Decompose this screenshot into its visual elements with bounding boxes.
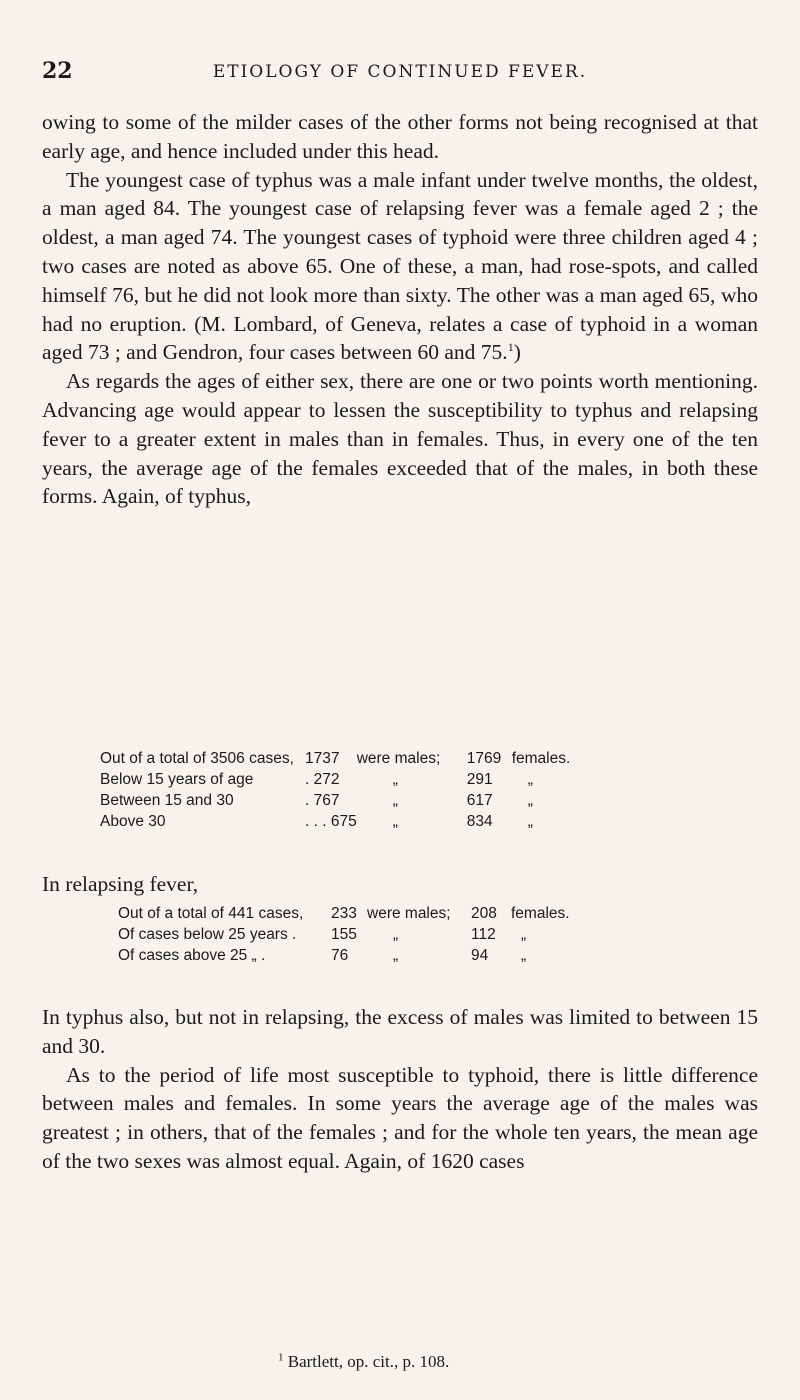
paragraph: As regards the ages of either sex, there are one or two points worth mentioning. Advancing age would appear to lessen the susceptibility to typhus and relapsing fever to a greater extent in males than in females. Thus, in every one of the ten years, the average age of the females exceeded that of the males, in both these forms. Again, of typhus, (42, 369, 758, 509)
table-cell: females. (511, 904, 570, 922)
table-cell: „ (521, 946, 527, 964)
table-cell: „ (392, 791, 398, 809)
body-text-bottom (42, 1003, 758, 1176)
table-cell: 233 (331, 904, 357, 922)
relapsing-age-table (118, 903, 570, 966)
table-row (100, 748, 570, 769)
table-row (100, 811, 570, 832)
paragraph: As to the period of life most susceptible to typhoid, there is little difference between males and females. In some years the average age of the males was greatest ; in others, that of the females ; and for the whole ten years, the mean age of the two sexes was almost equal. Again, of 1620 cases (42, 1062, 758, 1173)
table-cell: Of cases above 25 „ . (118, 946, 266, 964)
table-cell: 112 (471, 925, 496, 943)
table-cell: „ (392, 770, 398, 788)
table-cell: . . . 675 (305, 812, 357, 830)
table-cell: 617 (466, 791, 493, 809)
body-text-top (42, 108, 758, 511)
paragraph-text: The youngest case of typhus was a male infant under twelve months, the oldest, a man aged 84. The youngest case of relapsing fever was a female aged 2 ; the oldest, a man aged 74. The youngest cases of typhoid were three children aged 4 ; two cases are noted as above 65. One of these, a man, had rose-spots, and called himself 76, but he did not look more than sixty. The other was a man aged 65, who had no eruption. (M. Lombard, of Geneva, relates a case of typhoid in a woman aged 73 ; and Gendron, four cases between 60 and 75. (42, 167, 758, 365)
typhus-age-table (100, 748, 570, 832)
table-row (118, 945, 570, 966)
table-cell: Of cases below 25 years . (118, 925, 297, 943)
table-cell: 834 (466, 812, 493, 830)
table-cell: Out of a total of 441 cases, (118, 904, 304, 922)
table-cell: 76 (331, 946, 349, 964)
table-cell: were males; (356, 749, 441, 767)
table-cell: were males; (367, 904, 451, 922)
paragraph-close-paren: ) (513, 340, 521, 365)
table-cell: 208 (471, 904, 497, 922)
table-cell: Out of a total of 3506 cases, (100, 749, 294, 767)
table-cell: 1769 (466, 749, 502, 767)
paragraph: In typhus also, but not in relapsing, the excess of males was limited to between 15 and 30. (42, 1005, 758, 1058)
table-cell: Between 15 and 30 (100, 791, 234, 809)
table-row (118, 924, 570, 945)
relapsing-intro: In relapsing fever, (42, 872, 199, 896)
table-cell: 94 (471, 946, 489, 964)
table-cell: . 767 (305, 791, 340, 809)
table-cell: „ (392, 812, 398, 830)
table-cell: „ (393, 925, 399, 943)
paragraph (42, 166, 758, 368)
page-header (42, 58, 758, 88)
table-row (100, 769, 570, 790)
paragraph: owing to some of the milder cases of the other forms not being recognised at that early age, and hence included under this head. (42, 110, 758, 163)
running-head: ETIOLOGY OF CONTINUED FEVER. (212, 62, 588, 82)
page-number: 22 (42, 58, 73, 84)
table-cell: 291 (466, 770, 493, 788)
table-cell: . 272 (305, 770, 340, 788)
footnote-text: Bartlett, op. cit., p. 108. (287, 1352, 450, 1371)
table-cell: „ (393, 946, 399, 964)
footnote-reference: 1 (507, 340, 514, 355)
table-cell: „ (527, 791, 533, 809)
table-row (100, 790, 570, 811)
table-cell: 1737 (305, 749, 340, 767)
table-cell: Above 30 (100, 812, 166, 830)
table-cell: „ (527, 812, 533, 830)
table-cell: „ (521, 925, 527, 943)
footnote (278, 1352, 449, 1372)
table-cell: females. (511, 749, 571, 767)
table-row (118, 903, 570, 924)
table-cell: Below 15 years of age (100, 770, 254, 788)
table-cell: „ (527, 770, 533, 788)
footnote-marker: 1 (278, 1351, 284, 1364)
table-cell: 155 (331, 925, 357, 943)
